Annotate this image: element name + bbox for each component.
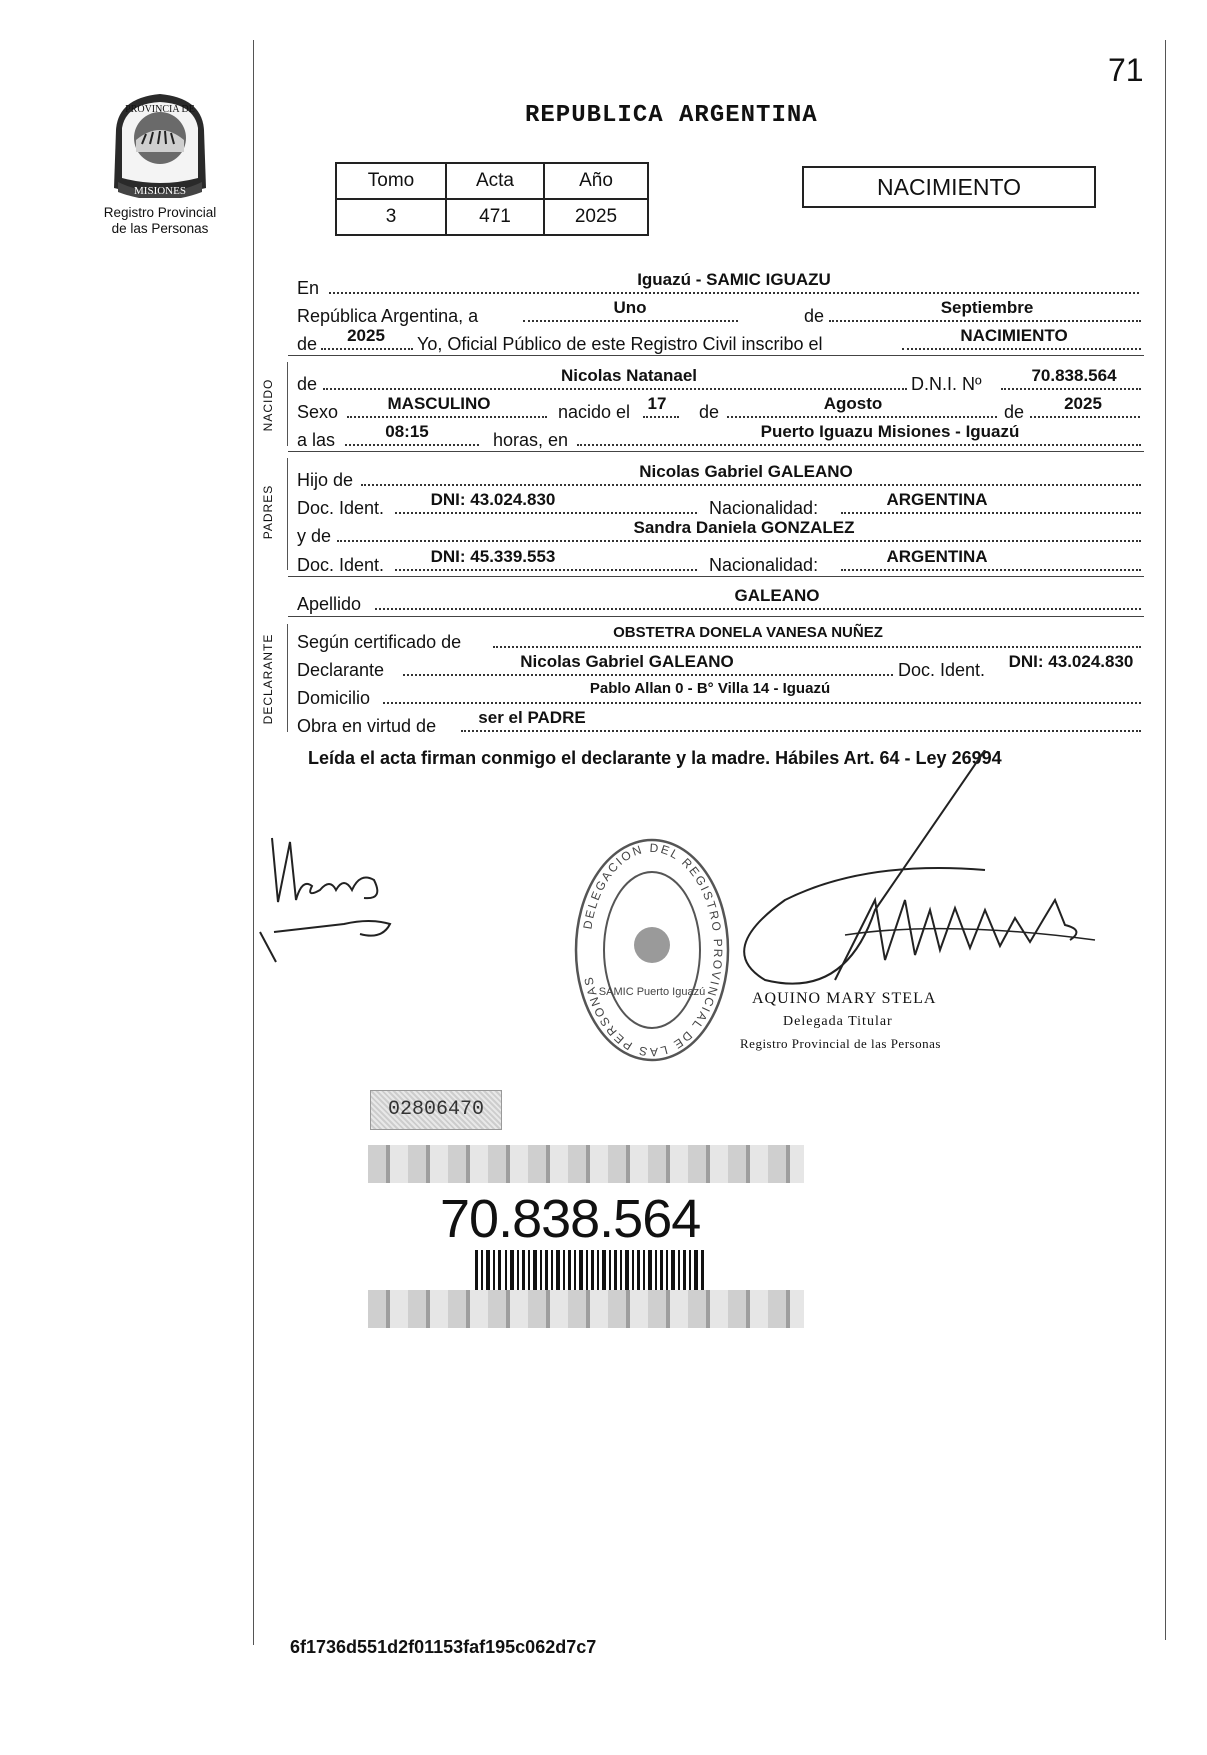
row-address [297,680,1142,706]
row-declarant [297,652,1142,678]
label-de: de [699,402,720,422]
svg-text:PROVINCIA DE: PROVINCIA DE [125,104,195,115]
official-seal [572,835,732,1065]
field-birth-day: 17 [647,394,667,413]
field-father-doc: DNI: 43.024.830 [430,490,556,509]
field-month: Septiembre [940,298,1034,317]
field-place: Iguazú - SAMIC IGUAZU [637,270,831,289]
label-a-las: a las [297,430,336,450]
field-certificate: OBSTETRA DONELA VANESA NUÑEZ [613,624,883,641]
registry-name-line1: Registro Provincial [103,205,217,220]
label-doc-ident: Doc. Ident. [297,498,385,518]
registry-name [92,205,228,237]
section-label-nacido: NACIDO [261,378,275,432]
label-apellido: Apellido [297,594,362,614]
row-by-virtue [297,708,1142,734]
label-de: de [297,374,318,394]
act-type-box: NACIMIENTO [802,166,1096,208]
security-band-bottom [368,1290,804,1328]
field-act: NACIMIENTO [960,326,1068,345]
label-de: de [1004,402,1025,422]
right-margin-line [1165,40,1166,1640]
record-value-tomo: 3 [336,199,446,235]
record-value-anio: 2025 [544,199,648,235]
section-bracket [287,362,288,446]
section-divider [288,616,1144,617]
record-header-tomo: Tomo [336,163,446,199]
field-birth-year: 2025 [1064,394,1102,413]
row-date [297,298,1142,324]
field-year: 2025 [347,326,385,345]
label-doc-ident: Doc. Ident. [898,660,986,680]
record-table [335,162,649,236]
label-segun-certificado: Según certificado de [297,632,462,652]
field-sex: MASCULINO [387,394,491,413]
section-bracket [287,624,288,732]
row-surname [297,586,1142,612]
field-mother-nationality: ARGENTINA [886,547,988,566]
official-signature [725,750,1105,1020]
section-bracket [287,458,288,570]
label-hijo-de: Hijo de [297,470,354,490]
label-obra-en-virtud: Obra en virtud de [297,716,437,736]
section-divider [288,355,1144,356]
section-divider [288,576,1144,577]
field-father-nationality: ARGENTINA [886,490,988,509]
label-nacido-el: nacido el [558,402,631,422]
label-en: En [297,278,320,298]
closing-text: Leída el acta firman conmigo el declarante y la madre. Hábiles Art. 64 - Ley 26994 [308,748,1002,768]
official-name: AQUINO MARY STELA [752,990,937,1007]
field-surname: GALEANO [734,586,820,605]
field-declarant-doc: DNI: 43.024.830 [1008,652,1134,671]
label-domicilio: Domicilio [297,688,371,708]
label-doc-ident: Doc. Ident. [297,555,385,575]
svg-text:MISIONES: MISIONES [134,185,186,197]
svg-text:SAMIC Puerto Iguazú: SAMIC Puerto Iguazú [598,986,706,998]
row-year-act [297,326,1142,352]
field-declarant: Nicolas Gabriel GALEANO [520,652,734,671]
record-value-acta: 471 [446,199,544,235]
field-child-name: Nicolas Natanael [560,366,698,385]
row-father [297,462,1142,488]
row-time-place [297,422,1142,448]
row-mother-doc [297,547,1142,573]
label-de: de [297,334,318,354]
row-father-doc [297,490,1142,516]
official-office: Registro Provincial de las Personas [740,1036,941,1051]
row-sex-birth [297,394,1142,420]
label-de: de [804,306,825,326]
barcode-icon [475,1250,705,1294]
page-number: 71 [1108,52,1144,88]
official-title: Delegada Titular [783,1014,893,1029]
label-yo: Yo, Oficial Público de este Registro Civil inscribo el [417,334,823,354]
record-header-anio: Año [544,163,648,199]
field-mother-name: Sandra Daniela GONZALEZ [633,518,855,537]
field-mother-doc: DNI: 45.339.553 [430,547,556,566]
row-certificate [297,624,1142,650]
label-y-de: y de [297,526,332,546]
control-number: 02806470 [370,1090,502,1130]
field-address: Pablo Allan 0 - B° Villa 14 - Iguazú [589,680,831,697]
row-place [297,270,1142,296]
label-sexo: Sexo [297,402,339,422]
section-label-declarante: DECLARANTE [261,633,275,725]
label-horas-en: horas, en [493,430,569,450]
field-child-dni: 70.838.564 [1031,366,1117,385]
label-nacionalidad: Nacionalidad: [709,498,819,518]
field-by-virtue: ser el PADRE [478,708,586,727]
country-title: REPUBLICA ARGENTINA [525,102,818,129]
section-divider [288,451,1144,452]
field-father-name: Nicolas Gabriel GALEANO [639,462,853,481]
identity-number: 70.838.564 [440,1189,701,1249]
svg-text:DELEGACION DEL REGISTRO PROVIN: DELEGACION DEL REGISTRO PROVINCIAL DE LAS PERSONAS [580,840,726,1060]
row-child-name [297,366,1142,392]
label-nacionalidad: Nacionalidad: [709,555,819,575]
label-declarante: Declarante [297,660,385,680]
field-birth-month: Agosto [823,394,883,413]
row-mother [297,518,1142,544]
document-hash: 6f1736d551d2f01153faf195c062d7c7 [290,1637,597,1657]
security-band-top [368,1145,804,1183]
label-republica: República Argentina, a [297,306,479,326]
field-birth-place: Puerto Iguazu Misiones - Iguazú [760,422,1020,441]
record-header-acta: Acta [446,163,544,199]
field-birth-time: 08:15 [385,422,429,441]
field-day: Uno [613,298,647,317]
label-dni: D.N.I. Nº [911,374,982,394]
misiones-coat-of-arms-icon [108,90,212,198]
registry-name-line2: de las Personas [111,221,209,236]
section-label-padres: PADRES [261,484,275,540]
declarant-signature [250,820,420,970]
